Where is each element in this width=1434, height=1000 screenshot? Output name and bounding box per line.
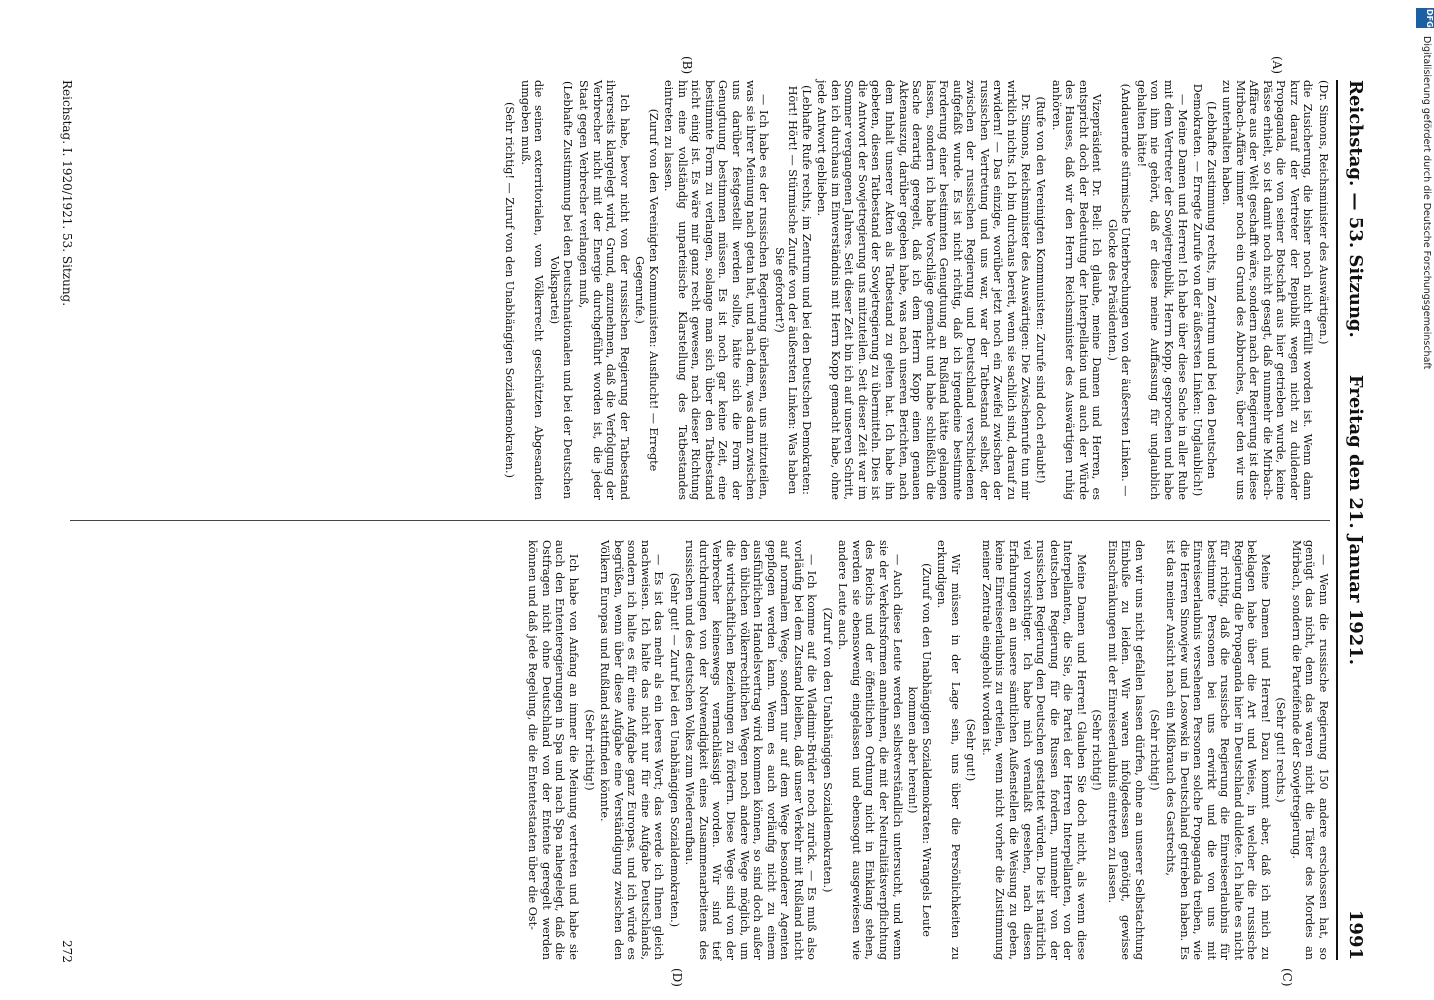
right-interjection: (Sehr richtig!) (582, 709, 596, 791)
right-paragraph: Meine Damen und Herren! Glauben Sie doch nicht, als wenn diese Interpellanten, die Sie, die Partei der Herren Interpellanten, von der deutschen Regierung für die Russen fordern, nunmehr von der russischen Regierung den Deutschen gestattet würden. Die ist natürlich viel vorsichtiger. Ich habe mich veranlaßt gesehen, nach diesen Erfahrungen an unsere sämtlichen Außenstellen die Weisung zu geben, keine Einreiseerlaubnis zu erteilen, wenn nicht vorher die Zustimmung meiner Zentrale eingeholt worden ist. (979, 540, 1088, 960)
right-interjection: (Zuruf von den Unabhängigen Sozialdemokraten: Wrangels Leute kommen aber herein!) (906, 563, 933, 937)
signature-mark: 272 (60, 940, 74, 963)
left-interjection: (Lebhafte Zustimmung bei den Deutschnationalen und bei der Deutschen Volkspartei) (547, 81, 575, 499)
left-interjection: (Rufe von den Vereinigten Kommunisten: Zurufe sind doch erlaubt!) (1034, 96, 1048, 484)
right-interjection: (Sehr gut! — Zuruf bei den Unabhängigen Sozialdemokraten.) (667, 572, 681, 928)
digitization-credit: Digitalisierung gefördert durch die Deutsche Forschungsgemeinschaft (1421, 36, 1432, 370)
left-interjection: (Zuruf von den Vereinigten Kommunisten: Ausflucht! — Erregte Gegenrufe.) (633, 108, 660, 472)
right-paragraph: Wir müssen in der Lage sein, uns über die Persönlichkeiten zu erkundigen. (935, 540, 962, 960)
left-interjection: (Andauernde stürmische Unterbrechungen von der äußersten Linken. — Glocke des Präsidenten.) (1105, 83, 1133, 497)
right-paragraph: den wir uns nicht gefallen lassen dürfen, ohne an unserer Selbstachtung Einbuße zu leiden. Wir waren infolgedessen genötigt, gewisse Einschränkungen mit der Einreiseerlaubnis eintreten zu lassen. (1105, 540, 1146, 960)
right-interjection: (Sehr richtig!) (1090, 709, 1104, 791)
left-paragraph: die seinen exterritorialen, vom Völkerrecht geschützten Abgesandten umgeben muß. (518, 80, 546, 500)
running-head (1336, 80, 1366, 960)
right-paragraph: Ich habe von Anfang an immer die Meinung vertreten und habe sie auch den Ententeregierungen in Spa und nach Spa nahegelegt, daß die Ostfragen nicht ohne Deutschland von der Entente geregelt werden können und daß jede Regelung, die die Ententestaaten über die Ost- (526, 540, 581, 960)
left-paragraph: die Zusicherung, die bisher noch nicht erfüllt worden ist. Wenn dann kurz darauf der Vertreter der Republik wegen nicht zu duldender Propaganda, die von seiner Botschaft aus hier getrieben wurde, keine Pässe erhielt, so ist damit noch nicht gesagt, daß nunmehr die Mirbach-Affäre aus der Welt geschafft wäre, sondern nach der Regierung ist diese Mirbach-Affäre immer noch ein Grund des Abbruches, über den wir uns zu unterhalten haben. (1220, 80, 1315, 500)
page-number: 1991 (1345, 909, 1366, 960)
left-paragraph: Dr. Simons, Reichsminister des Auswärtigen: Die Zwischenrufe tun mir wirklich nichts. Ich bin durchaus bereit, wenn sie sachlich sind, darauf zu erwidern! — Das einzige, worüber jetzt noch ein Zweifel zwischen der russischen Vertretung und uns war, war der Tatbestand selbst, der zwischen der russischen Regierung und Deutschland verschiedenen aufgefaßt wurde. Es ist nicht richtig, daß ich irgendeine bestimmte Forderung einer bestimmten Genugtuung an Rußland hätte gelangen lassen, sondern ich habe Vorschläge gemacht und habe schließlich die Sache derartig geregelt, daß ich dem Herrn Kopp einen genauen Aktenauszug, darüber gegeben habe, was nach unseren Berichten, nach dem Inhalt unserer Akten als Tatbestand zu gelten hat. Ich habe ihn gebeten, diesen Tatbestand der Sowjetregierung zu übermitteln. Dies ist die Antwort der Sowjetregierung uns mitzuteilen. Seit dieser Zeit war im Sommer vergangenen Jahres. Seit dieser Zeit bin ich auf unseren Schritt, den ich durchaus im Einverständnis mit Herrn Kopp gemacht habe, ohne jede Antwort geblieben. (815, 80, 1032, 500)
speaker-note: (Dr. Simons, Reichsminister des Auswärtigen.) (1317, 80, 1330, 345)
left-paragraph: Vizepräsident Dr. Bell: Ich glaube, meine Damen und Herren, es entspricht doch der Bedeutung der Interpellation und auch der Würde des Hauses, daß wir den Herrn Reichsminister des Auswärtigen ruhig anhören. (1049, 80, 1104, 500)
dfg-logo: DFG (1416, 8, 1434, 28)
right-paragraph: — Wenn die russische Regierung 150 andere erschossen hat, so genügt das nicht, denn das waren nicht die Täter des Mordes an Mirbach, sondern die Parteifeinde der Sowjetregierung. (1289, 540, 1330, 960)
header-left: Reichstag. — 53. Sitzung. (1345, 80, 1366, 338)
right-column (524, 540, 1330, 960)
left-interjection: (Lebhafte Zustimmung rechts, im Zentrum und bei den Deutschen Demokraten. — Erregte Zurufe von der äußersten Linken: Unglaublich!) (1191, 83, 1218, 497)
left-column (501, 80, 1330, 500)
left-interjection: (Sehr richtig! — Zuruf von den Unabhängigen Sozialdemokraten.) (503, 102, 517, 478)
margin-letter-d: (D) (670, 968, 684, 987)
right-interjection: (Sehr gut! rechts.) (1274, 697, 1288, 803)
margin-letter-b: (B) (680, 56, 694, 75)
margin-letter-a: (A) (1270, 56, 1284, 75)
right-paragraph: — Es ist das mehr als ein leeres Wort; das werde ich Ihnen gleich nachweisen. Ich halte das nicht nur für eine Aufgabe Deutschlands, sondern ich halte es für eine Aufgabe ganz Europas, und ich würde es begrüßen, wenn über diese Aufgabe eine Verständigung zwischen den Völkern Europas und Rußland stattfinden könnte. (598, 540, 666, 960)
left-interjection: (Lebhafte Rufe rechts, im Zentrum und bei den Deutschen Demokraten: Hört! Hört! — Stürmische Zurufe von der äußersten Linken: Was haben Sie gefordert?) (772, 85, 813, 495)
header-rule (1336, 80, 1338, 960)
column-divider (70, 520, 1330, 521)
right-paragraph: — Ich komme auf die Wladimir-Brüder noch zurück. — Es muß also vorläufig bei dem Zustand bleiben, daß unser Verkehr mit Rußland nicht auf normalem Wege, sondern nur auf dem Wege besonderer Agenten gepflogen werden kann. Wenn es auch vorläufig nicht zu einem ausführlichen Handelsvertrag wird kommen können, so sind doch außer den üblichen völkerrechtlichen Wegen noch andere Wege möglich, um die wirtschaftlichen Beziehungen zu fördern. Diese Wege sind von der Verbrecher keineswegs vernachlässigt worden. Wir sind tief durchdrungen von der Notwendigkeit eines Zusammenarbeitens des russischen und des deutschen Volkes zum Wiederaufbau. (683, 540, 819, 960)
right-interjection: (Zuruf von den Unabhängigen Sozialdemokraten.) (820, 607, 834, 893)
right-paragraph: — Auch diese Leute werden selbstverständlich untersucht, und wenn sie der Verkehrsformen annehmen, die mit der Neutralitätsverpflichtung des Reichs und der öffentlichen Ordnung nicht in Einklang stehen, werden sie ebensowenig eingelassen und ebensogut ausgewiesen wie andere Leute auch. (836, 540, 904, 960)
left-paragraph: Ich habe, bevor nicht von der russischen Regierung der Tatbestand ihrerseits klargelegt wird, Grund, anzunehmen, daß die Verfolgung der Verbrecher nicht mit der Energie durchgeführt worden ist, die jeder Staat gegen Verbrecher verlangen muß, (577, 80, 631, 500)
right-paragraph: Meine Damen und Herren! Dazu kommt aber, daß ich mich zu beklagen habe über die Art und Weise, in welcher die russische Regierung die Propaganda hier in Deutschland duldete. Ich halte es nicht für richtig, daß die russische Regierung die Einreiseerlaubnis für bestimmte Personen bei uns erwirkt und die von uns mit Einreiseerlaubnis versehenen Personen solche Propaganda treiben, wie die Herren Sinowjew und Losowski in Deutschland getrieben haben. Es ist das meiner Ansicht nach ein Mißbrauch des Gastrechts, (1163, 540, 1272, 960)
left-paragraph: — Meine Damen und Herren! Ich habe über diese Sache in aller Ruhe mit dem Vertreter der Sowjetrepublik, Herrn Kopp, gesprochen und habe von ihm nie gehört, daß er diese meine Auffassung für unglaublich gehalten hätte! (1134, 80, 1189, 500)
left-paragraph: — Ich habe es der russischen Regierung überlassen, uns mitzuteilen, was sie ihrer Meinung nach getan hat, und nach dem, was dann zwischen uns darüber festgestellt werden sollte, hätte sich die Form der Genugtuung bestimmen müssen. Es ist noch gar keine Zeit, eine bestimmte Form zu verlangen, solange man sich über den Tatbestand nicht einig ist. Es wäre mir ganz recht gewesen, nach dieser Richtung hin eine vollständig unparteiische Klarstellung des Tatbestandes eintreten zu lassen. (662, 80, 771, 500)
right-interjection: (Sehr richtig!) (1148, 709, 1162, 791)
right-interjection: (Sehr gut!) (964, 718, 978, 782)
header-center: Freitag den 21. Januar 1921. (1345, 374, 1366, 666)
left-footer: Reichstag. I. 1920/1921. 53. Sitzung. (60, 80, 74, 307)
margin-letter-c: (C) (1280, 968, 1294, 987)
